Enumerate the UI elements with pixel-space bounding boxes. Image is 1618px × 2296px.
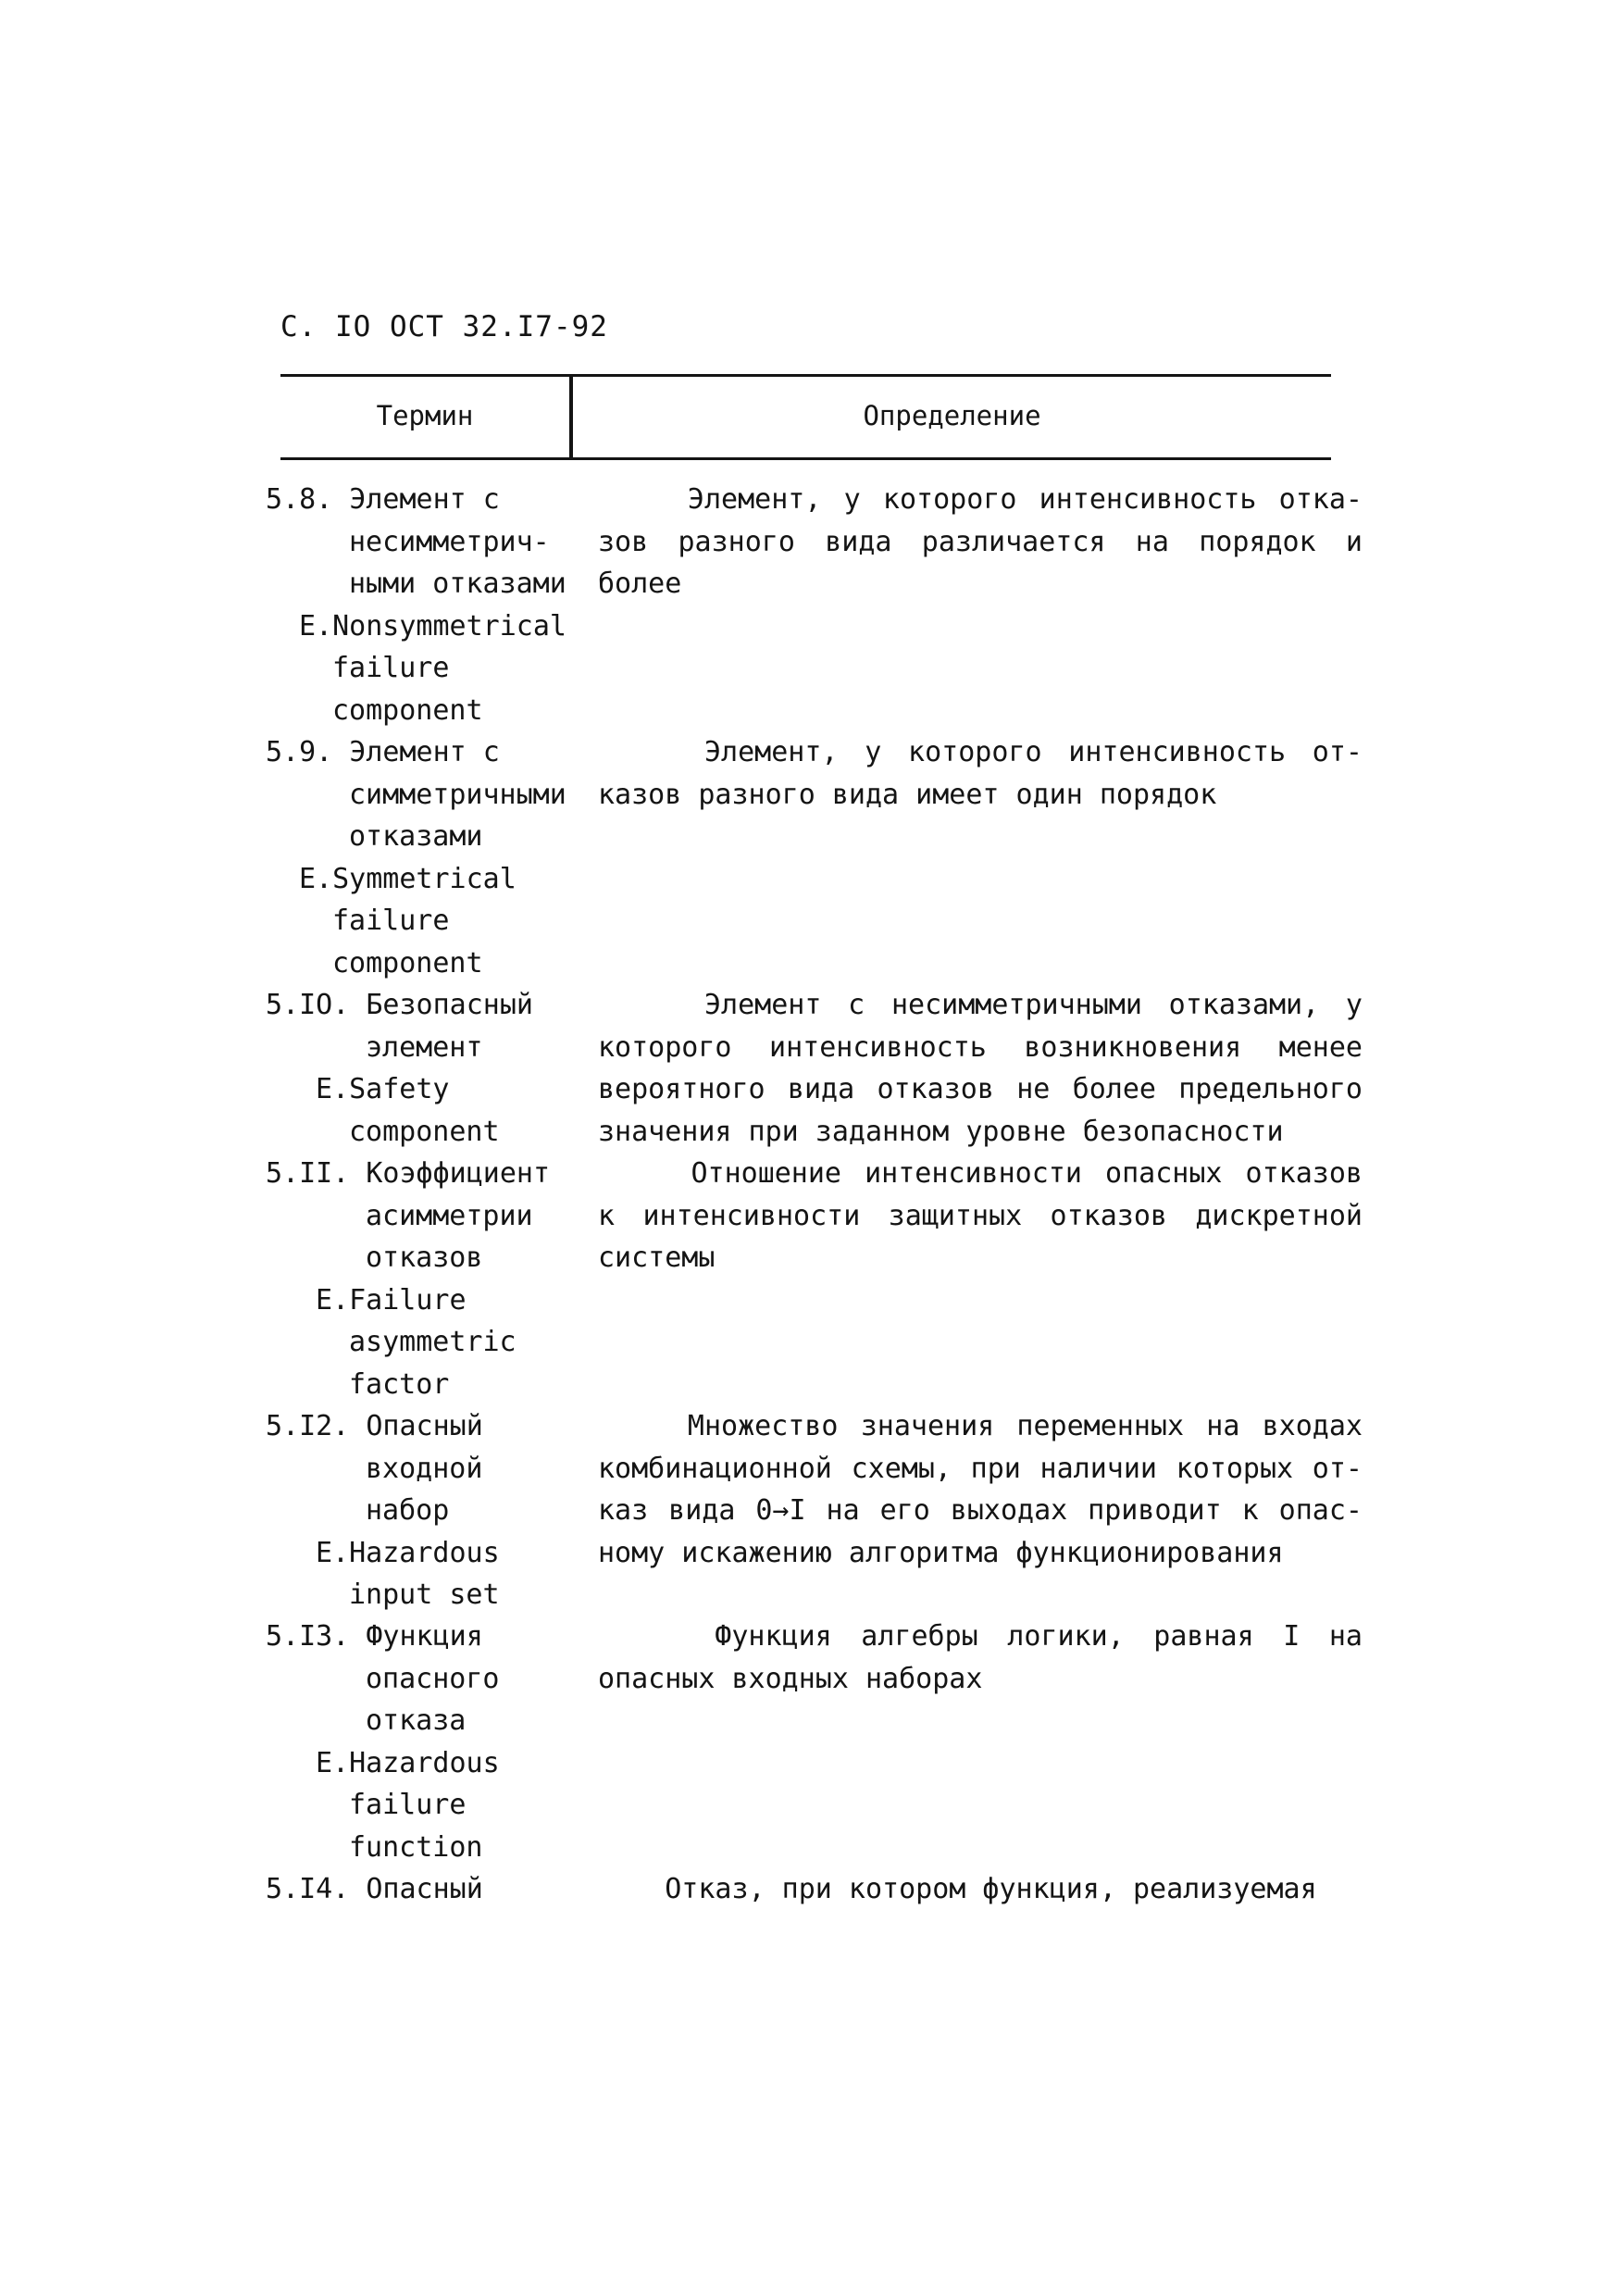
definition-column-heading: Определение [863, 400, 1041, 431]
definition-line: значения при заданном уровне безопасности [598, 1115, 1284, 1148]
english-term-line: E.Nonsymmetrical [299, 609, 566, 643]
definition-line: Отказ, при котором функция, реализуемая [598, 1873, 1317, 1905]
english-term-line: E.Failure [316, 1283, 467, 1316]
definition-line: Функция алгебры логики, равная I на [598, 1620, 1363, 1653]
term-line: отказов [366, 1242, 483, 1274]
english-term-line: component [332, 693, 483, 727]
term-cell [266, 1153, 585, 1405]
definition-line: зов разного вида различается на порядок и [598, 525, 1363, 558]
definition-line: Элемент, у которого интенсивность от- [598, 736, 1363, 768]
definition-line: Элемент с несимметричными отказами, у [598, 989, 1363, 1021]
page-header: С. IO ОСТ 32.I7-92 [280, 310, 608, 343]
term-line: опасного [366, 1662, 500, 1695]
definition-line: комбинационной схемы, при наличии которых от- [598, 1452, 1363, 1485]
english-term-line: component [332, 946, 483, 980]
english-term-line: failure [349, 1789, 467, 1821]
english-term-line: function [349, 1830, 483, 1864]
definition-cell [598, 1616, 1363, 1700]
english-term-line: failure [332, 905, 450, 937]
definition-cell [598, 731, 1363, 816]
english-term-line: E.Symmetrical [299, 862, 517, 895]
definition-line: вероятного вида отказов не более предельного [598, 1073, 1363, 1105]
english-term-line: asymmetric [349, 1326, 517, 1358]
english-term-line: input set [349, 1578, 500, 1611]
table-header [280, 374, 1331, 462]
term-number: 5.I3. [266, 1620, 350, 1653]
definition-cell [598, 1153, 1363, 1279]
definition-cell [598, 1868, 1363, 1911]
term-cell [266, 984, 585, 1153]
term-line: 5.IO. Безопасный [266, 989, 533, 1021]
term-number: 5.8. [266, 483, 333, 516]
term-line: отказами [349, 820, 483, 853]
definition-cell [598, 1405, 1363, 1574]
definition-line: казов разного вида имеет один порядок [598, 778, 1217, 811]
definition-cell [598, 984, 1363, 1153]
definition-line: системы [598, 1242, 716, 1274]
definition-line: Множество значения переменных на входах [598, 1410, 1363, 1442]
term-line: асимметрии [366, 1199, 533, 1232]
english-term-line: failure [332, 652, 450, 684]
definition-line: более [598, 568, 682, 600]
term-line: 5.9. Элемент с [266, 736, 500, 768]
definition-line: ному искажению алгоритма функционирования [598, 1536, 1284, 1569]
term-line: 5.I3. Функция [266, 1620, 483, 1653]
english-term-line: component [349, 1115, 500, 1148]
table-top-rule [280, 374, 1331, 377]
english-term-line: E.Safety [316, 1073, 450, 1105]
term-line: отказа [366, 1704, 467, 1737]
term-line: 5.II. Коэффициент [266, 1157, 551, 1190]
english-term-line: E.Hazardous [316, 1746, 500, 1779]
term-line: набор [366, 1494, 450, 1527]
term-number: 5.I2. [266, 1410, 350, 1442]
term-cell [266, 731, 585, 984]
term-cell [266, 1616, 585, 1868]
definition-line: Отношение интенсивности опасных отказов [598, 1157, 1363, 1190]
term-cell [266, 1405, 585, 1616]
term-line: элемент [366, 1030, 483, 1064]
term-line: 5.I4. Опасный [266, 1873, 483, 1905]
term-number: 5.IO. [266, 989, 350, 1021]
term-cell [266, 479, 585, 731]
term-number: 5.9. [266, 736, 333, 768]
definition-cell [598, 479, 1363, 605]
definition-line: каз вида 0→I на его выходах приводит к опас- [598, 1494, 1363, 1527]
term-line: 5.I2. Опасный [266, 1410, 483, 1442]
term-cell [266, 1868, 585, 1911]
term-number: 5.II. [266, 1157, 350, 1190]
term-line: входной [366, 1452, 483, 1485]
definition-line: опасных входных наборах [598, 1662, 983, 1695]
definition-line: которого интенсивность возникновения менее [598, 1030, 1363, 1064]
definition-line: Элемент, у которого интенсивность отка- [598, 483, 1363, 516]
term-line: 5.8. Элемент с [266, 483, 500, 516]
table-header-bottom-rule [280, 457, 1331, 460]
term-column-heading: Термин [376, 400, 474, 431]
term-line: симметричными [349, 778, 566, 811]
term-number: 5.I4. [266, 1873, 350, 1905]
definition-line: к интенсивности защитных отказов дискретной [598, 1199, 1363, 1232]
term-line: несимметрич- [349, 525, 550, 558]
english-term-line: factor [349, 1367, 450, 1401]
english-term-line: E.Hazardous [316, 1536, 500, 1569]
term-line: ными отказами [349, 568, 566, 600]
